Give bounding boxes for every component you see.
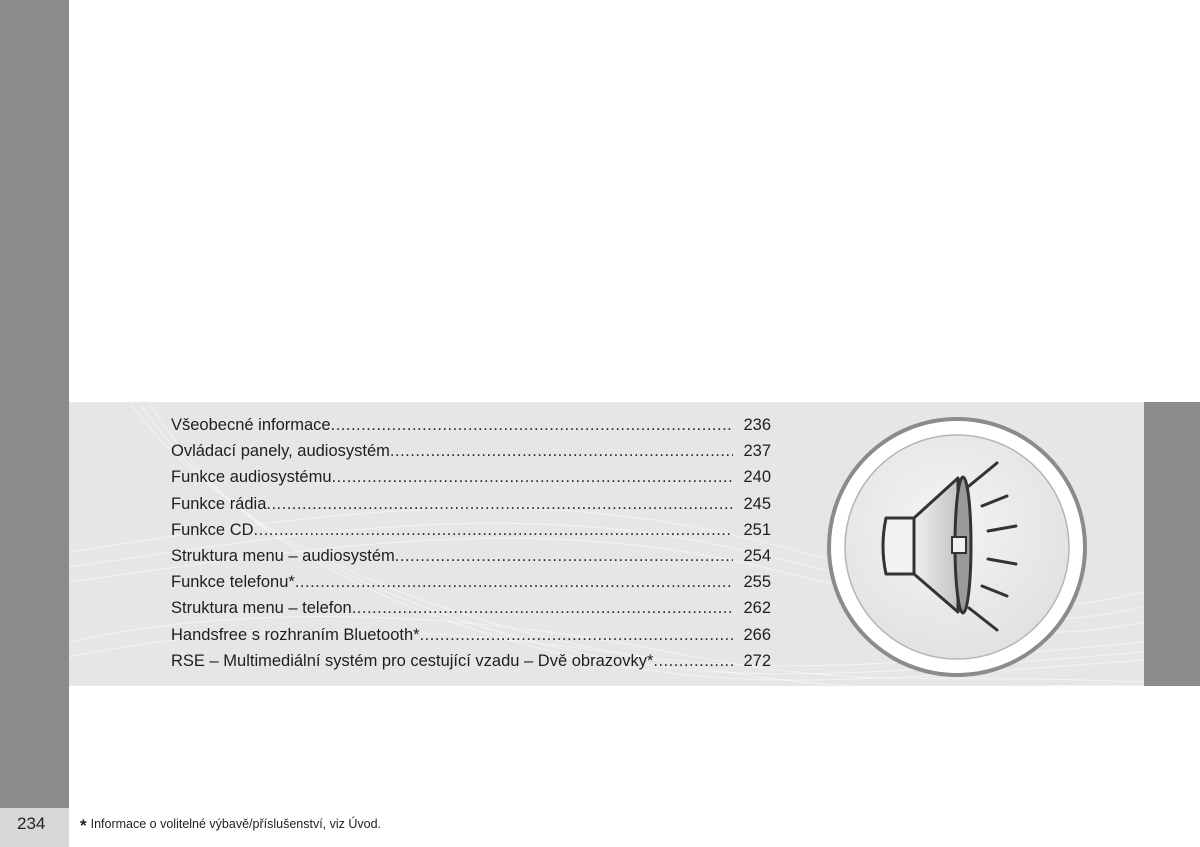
toc-item-page: 245 [743, 494, 771, 513]
toc-item-page: 254 [743, 546, 771, 565]
toc-item-page: 266 [743, 625, 771, 644]
chapter-tab [1144, 402, 1200, 686]
toc-item-page: 251 [743, 520, 771, 539]
toc-item-leader [254, 521, 734, 540]
toc-item-title: RSE – Multimediální systém pro cestující vzadu – Dvě obrazovky* [171, 651, 654, 670]
toc-item-leader [653, 652, 733, 671]
toc-item-leader [332, 468, 734, 487]
toc-item-title: Funkce CD [171, 520, 254, 539]
toc-item-leader [420, 626, 734, 645]
left-margin-strip [0, 0, 69, 847]
toc-item-title: Struktura menu – audiosystém [171, 546, 395, 565]
toc-item-leader [266, 495, 733, 514]
toc-item[interactable] [171, 547, 771, 573]
toc-item-title: Ovládací panely, audiosystém [171, 442, 390, 461]
toc-item-page: 240 [743, 468, 771, 487]
toc-item-title: Všeobecné informace [171, 416, 331, 434]
toc-item[interactable] [171, 573, 771, 599]
footnote-star: * [80, 816, 87, 835]
toc-item-title: Handsfree s rozhraním Bluetooth* [171, 625, 420, 644]
page-number: 234 [17, 814, 46, 833]
toc-item-title: Funkce rádia [171, 494, 267, 513]
toc-item-page: 237 [743, 442, 771, 461]
toc-item[interactable] [171, 521, 771, 547]
toc-item-page: 255 [743, 573, 771, 592]
toc-item-page: 272 [743, 651, 771, 670]
toc-item[interactable] [171, 652, 771, 678]
toc-item[interactable] [171, 416, 771, 442]
toc-item[interactable] [171, 599, 771, 625]
toc-item-leader [295, 573, 734, 592]
toc-item[interactable] [171, 626, 771, 652]
footnote [80, 816, 381, 836]
speaker-icon [826, 416, 1088, 678]
toc-item-page: 262 [743, 599, 771, 618]
toc-item-leader [390, 442, 734, 461]
toc-item-leader [331, 416, 734, 435]
table-of-contents [171, 416, 771, 678]
toc-item-leader [352, 599, 734, 618]
toc-item-title: Struktura menu – telefon [171, 599, 352, 618]
toc-item-page: 236 [743, 416, 771, 434]
toc-item[interactable] [171, 468, 771, 494]
footnote-text: Informace o volitelné výbavě/příslušenství, viz Úvod. [90, 817, 382, 831]
toc-item-title: Funkce telefonu* [171, 573, 295, 592]
toc-item-leader [395, 547, 734, 566]
toc-item[interactable] [171, 495, 771, 521]
toc-item[interactable] [171, 442, 771, 468]
toc-item-title: Funkce audiosystému [171, 468, 332, 487]
